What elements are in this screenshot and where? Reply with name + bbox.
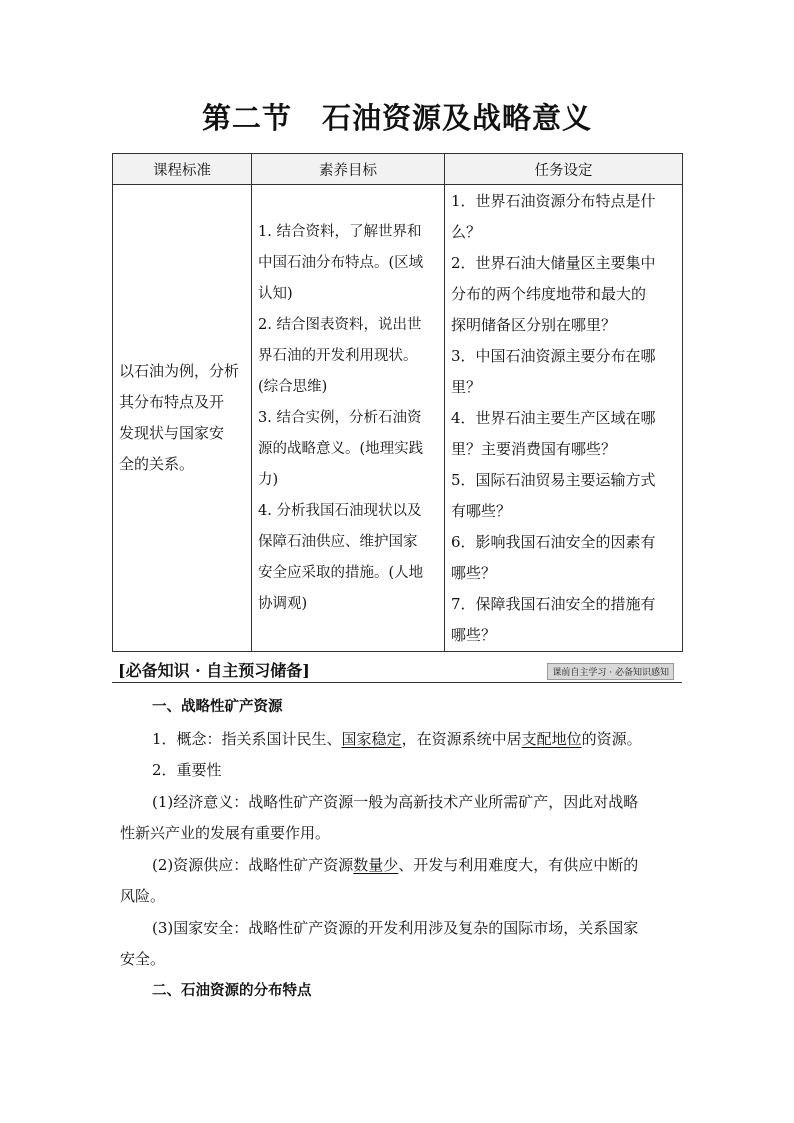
supply-underline: 数量少: [353, 855, 399, 874]
goal-line: 保障石油供应、维护国家: [258, 533, 418, 550]
curriculum-line: 以石油为例，分析: [119, 362, 240, 380]
task-line: 6．影响我国石油安全的因素有: [451, 532, 656, 551]
task-line: 7．保障我国石油安全的措施有: [451, 594, 656, 613]
curriculum-line: 其分布特点及开: [119, 393, 225, 411]
section-title: [必备知识 · 自主预习储备]: [118, 661, 310, 680]
paragraph-economic-cont: 性新兴产业的发展有重要作用。: [120, 824, 331, 842]
header-tasks: 任务设定: [445, 154, 683, 185]
supply-text: 、开发与利用难度大，有供应中断的: [398, 855, 639, 874]
task-line: 探明储备区分别在哪里？: [451, 315, 617, 334]
header-curriculum: 课程标准: [113, 154, 252, 185]
table-header-row: [113, 154, 683, 185]
goal-line: 中国石油分布特点。(区域: [258, 254, 424, 271]
concept-text: 的资源。: [581, 729, 642, 748]
section-bar: [112, 658, 682, 683]
tasks-cell: [445, 185, 683, 652]
task-line: 3．中国石油资源主要分布在哪: [451, 346, 656, 365]
goal-line: 协调观): [258, 595, 308, 612]
task-line: 5．国际石油贸易主要运输方式: [451, 470, 656, 489]
goal-line: 2. 结合图表资料，说出世: [258, 316, 422, 333]
task-line: 哪些？: [451, 563, 497, 582]
paragraph-concept: [120, 724, 676, 756]
task-line: 有哪些？: [451, 501, 512, 520]
goals-cell: [252, 185, 445, 652]
concept-text: ，在资源系统中居: [401, 729, 522, 748]
task-line: 哪些？: [451, 625, 497, 644]
table-body-row: [113, 185, 683, 652]
body-text: [120, 692, 676, 1007]
page-title: [0, 96, 794, 137]
supply-text: (2)资源供应：战略性矿产资源: [152, 855, 354, 874]
goal-line: 安全应采取的措施。(人地: [258, 564, 424, 581]
paragraph-supply: [120, 850, 676, 882]
paragraph-supply-cont: 风险。: [120, 887, 166, 905]
task-line: 分布的两个纬度地带和最大的: [451, 284, 647, 303]
curriculum-line: 发现状与国家安: [119, 424, 225, 442]
header-goals: 素养目标: [252, 154, 445, 185]
heading-strategic-minerals: 一、战略性矿产资源: [152, 699, 283, 715]
goal-line: 源的战略意义。(地理实践: [258, 440, 424, 457]
concept-underline-2: 支配地位: [521, 729, 582, 748]
heading-oil-distribution: 二、石油资源的分布特点: [152, 982, 312, 999]
concept-underline-1: 国家稳定: [341, 729, 402, 748]
paragraph-economic: (1)经济意义：战略性矿产资源一般为高新技术产业所需矿产，因此对战略: [152, 792, 639, 811]
goal-line: (综合思维): [258, 378, 328, 395]
title-text: 石油资源及战略意义: [322, 101, 593, 135]
heading-importance: 2．重要性: [152, 761, 222, 779]
goal-line: 3. 结合实例，分析石油资: [258, 409, 422, 426]
curriculum-table: [112, 153, 683, 652]
curriculum-cell: [113, 185, 252, 652]
task-line: 1．世界石油资源分布特点是什: [451, 191, 656, 210]
goal-line: 1. 结合资料，了解世界和: [258, 223, 422, 240]
task-line: 里？主要消费国有哪些？: [451, 439, 617, 458]
concept-text: 1．概念：指关系国计民生、: [152, 729, 342, 748]
section-tag: 课前自主学习 · 必备知识感知: [547, 663, 674, 680]
title-section-number: 第二节: [201, 101, 292, 135]
goal-line: 界石油的开发利用现状。: [258, 347, 418, 364]
curriculum-line: 全的关系。: [119, 455, 195, 473]
task-line: 2．世界石油大储量区主要集中: [451, 253, 656, 272]
paragraph-security: (3)国家安全：战略性矿产资源的开发利用涉及复杂的国际市场，关系国家: [152, 918, 639, 937]
task-line: 4．世界石油主要生产区域在哪: [451, 408, 656, 427]
goal-line: 认知): [258, 285, 293, 302]
goal-line: 力): [258, 471, 279, 488]
task-line: 里？: [451, 377, 482, 396]
task-line: 么？: [451, 222, 482, 241]
goal-line: 4. 分析我国石油现状以及: [258, 502, 422, 519]
paragraph-security-cont: 安全。: [120, 950, 166, 968]
